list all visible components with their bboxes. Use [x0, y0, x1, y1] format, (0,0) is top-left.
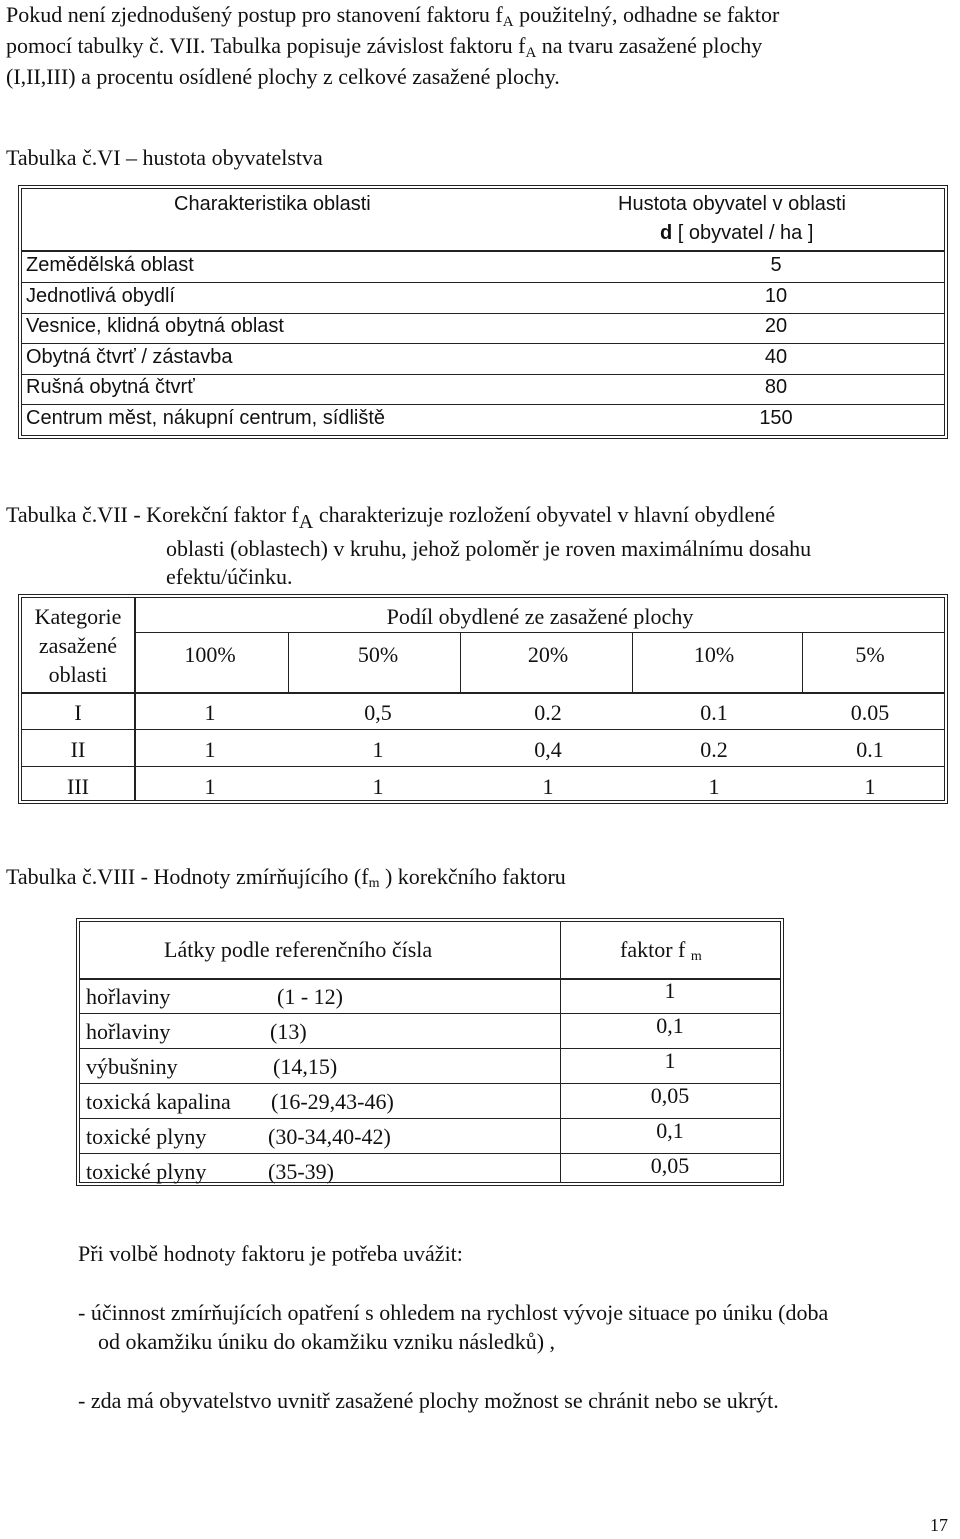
table8-ref: (14,15): [273, 1054, 338, 1079]
table6-label: Obytná čtvrť / zástavba: [26, 345, 233, 368]
table7-header-category-3: oblasti: [48, 662, 108, 687]
intro-line-1: Pokud není zjednodušený postup pro stanovení faktoru $f_A$ použitelný, odhadne se faktor: [6, 2, 780, 30]
table8-name: toxické plyny: [86, 1159, 207, 1184]
table8-col-divider: [560, 922, 561, 1182]
table6-caption: Tabulka č.VI – hustota obyvatelstva: [6, 145, 323, 170]
table7-cell: 0.2: [700, 737, 728, 762]
table6-label: Centrum měst, nákupní centrum, sídliště: [26, 406, 386, 429]
table7-percent: 20%: [527, 642, 569, 667]
table7-col-divider: [288, 633, 289, 692]
table8-name: toxické plyny: [86, 1124, 207, 1149]
table7-cell: 1: [864, 774, 876, 799]
table6-label: Vesnice, klidná obytná oblast: [26, 315, 284, 337]
table-row: [26, 344, 926, 375]
table8-caption: Tabulka č.VIII - Hodnoty zmírňujícího ($f_m$ ) korekčního faktoru: [6, 864, 566, 891]
table6-header-characteristics: Charakteristika oblasti: [174, 193, 371, 215]
table6-row-divider: [22, 313, 944, 314]
table7-category: III: [67, 774, 89, 799]
table7-cell: 0.1: [856, 737, 884, 762]
table8-value: 0,1: [656, 1118, 684, 1143]
table7-row-divider: [22, 766, 944, 767]
table7-header-span: Podíl obydlené ze zasažené plochy: [386, 604, 694, 629]
table7-cell: 0.1: [700, 700, 728, 725]
table7-col-divider: [460, 633, 461, 692]
table7-col-divider: [802, 633, 803, 692]
table7-cell: 1: [204, 737, 216, 762]
table7-cell: 1: [204, 700, 216, 725]
table7-caption-line-2: oblasti (oblastech) v kruhu, jehož poloměr je roven maximálnímu dosahu: [166, 536, 812, 561]
table8-ref: (16-29,43-46): [271, 1089, 394, 1114]
table7-row-divider: [22, 729, 944, 730]
table7-cell: 0.2: [534, 700, 562, 725]
table8-name: výbušniny: [86, 1054, 178, 1079]
table7-header-divider: [22, 692, 944, 694]
table7-cell: 1: [372, 737, 384, 762]
table8-value: 0,05: [650, 1083, 690, 1108]
notes-heading: Při volbě hodnoty faktoru je potřeba uvážit:: [78, 1241, 463, 1266]
table8-ref: (35-39): [268, 1159, 334, 1184]
table6-value: 80: [764, 376, 788, 398]
table8-header-factor: faktor f $_m$: [620, 937, 702, 964]
table-row: [26, 252, 926, 283]
table-row: [26, 313, 926, 344]
table8-value: 0,1: [656, 1013, 684, 1038]
table6-label: Jednotlivá obydlí: [26, 284, 175, 307]
table6-value: 10: [764, 284, 788, 307]
table7-cell: 1: [372, 774, 384, 799]
table8-ref: (13): [270, 1019, 307, 1044]
table6-label: Rušná obytná čtvrť: [26, 376, 195, 398]
table7-category: II: [70, 737, 86, 762]
table7-percent: 10%: [693, 642, 735, 667]
table-row: [26, 405, 926, 436]
table6-value: 150: [759, 406, 793, 429]
table6-label: Zemědělská oblast: [26, 254, 194, 276]
table6-header-density-unit: d [ obyvatel / ha ]: [660, 222, 814, 244]
table-row: [26, 283, 926, 314]
table7-percent: 5%: [855, 642, 885, 667]
table7-span-divider: [136, 632, 944, 633]
table6-value: 5: [770, 254, 782, 276]
table7-header-category-1: Kategorie: [34, 604, 122, 629]
table6-header-density: Hustota obyvatel v oblasti: [618, 193, 846, 215]
table8-header-substances: Látky podle referenčního čísla: [164, 937, 433, 962]
table8-name: hořlaviny: [86, 984, 171, 1009]
table8-ref: (1 - 12): [277, 984, 343, 1009]
intro-line-2: pomocí tabulky č. VII. Tabulka popisuje závislost faktoru $f_A$ na tvaru zasažené plochy: [6, 33, 763, 61]
table8-value: 1: [664, 1048, 676, 1073]
table8-name: hořlaviny: [86, 1019, 171, 1044]
page-number: 17: [930, 1515, 948, 1535]
table7-cell: 0,4: [534, 737, 562, 762]
notes-item-2: - zda má obyvatelstvo uvnitř zasažené plochy možnost se chránit nebo se ukrýt.: [78, 1388, 779, 1413]
table8-value: 0,05: [650, 1153, 690, 1178]
table7-percent: 50%: [357, 642, 399, 667]
table6-row-divider: [22, 282, 944, 283]
table6-value: 20: [764, 315, 788, 337]
table8-name: toxická kapalina: [86, 1089, 231, 1114]
table8-value: 1: [664, 978, 676, 1003]
table7-caption-line-1: Tabulka č.VII - Korekční faktor $f_A$ charakterizuje rozložení obyvatel v hlavní obydlené: [6, 502, 776, 533]
intro-line-3: (I,II,III) a procentu osídlené plochy z celkové zasažené plochy.: [6, 64, 560, 89]
table7-cell: 1: [204, 774, 216, 799]
table6-value: 40: [764, 345, 788, 368]
table7-percent: 100%: [184, 642, 236, 667]
table7-col-divider: [632, 633, 633, 692]
table-row: [26, 374, 926, 405]
table7-cell: 1: [708, 774, 720, 799]
table7-cell: 1: [542, 774, 554, 799]
table6-row-divider: [22, 404, 944, 405]
table7-category: I: [74, 700, 82, 725]
notes-item-1-line-1: - účinnost zmírňujících opatření s ohledem na rychlost vývoje situace po úniku (doba: [78, 1300, 829, 1325]
notes-item-1-line-2: od okamžiku úniku do okamžiku vzniku následků) ,: [98, 1329, 556, 1354]
table7-cell: 0,5: [364, 700, 392, 725]
table6-row-divider: [22, 343, 944, 344]
table7-header-category-2: zasažené: [38, 633, 118, 658]
table7-caption-line-3: efektu/účinku.: [166, 564, 293, 589]
table7-cell: 0.05: [850, 700, 890, 725]
table8-ref: (30-34,40-42): [268, 1124, 391, 1149]
table6-row-divider: [22, 374, 944, 375]
